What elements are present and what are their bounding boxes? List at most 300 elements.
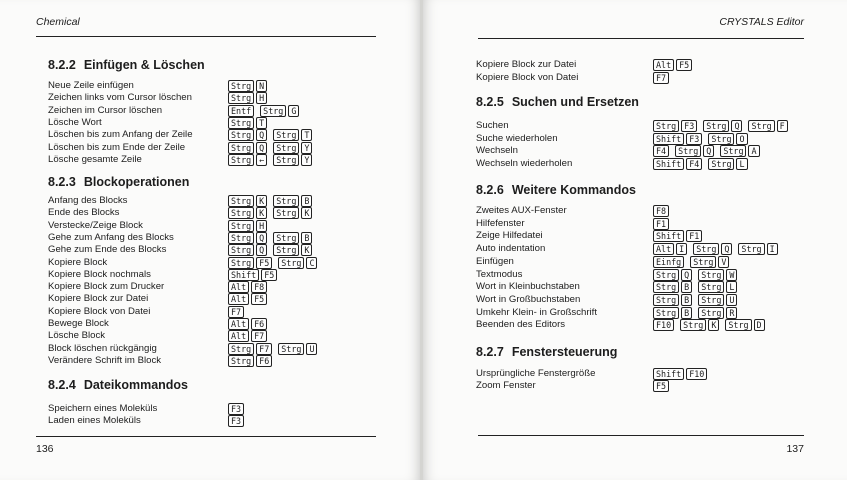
key-combo [680, 319, 719, 331]
key-combo [675, 145, 714, 157]
key-cap: F4 [686, 158, 702, 170]
key-combo [228, 207, 267, 219]
key-cap: N [256, 80, 267, 92]
key-cap: Strg [653, 307, 679, 319]
key-cap: F3 [228, 403, 244, 415]
shortcut-row [476, 133, 833, 145]
key-combination [653, 294, 737, 306]
shortcut-row [48, 232, 410, 244]
key-cap: F5 [251, 293, 267, 305]
key-cap: Strg [273, 244, 299, 256]
key-cap: Q [681, 269, 692, 281]
key-combination [653, 158, 748, 170]
shortcut-label: Kopiere Block zur Datei [476, 59, 577, 70]
shortcut-label: Löschen bis zum Anfang der Zeile [48, 129, 193, 141]
key-cap: ← [256, 154, 267, 166]
section-title: Suchen und Ersetzen [511, 95, 639, 109]
key-cap: Strg [260, 105, 286, 117]
shortcut-label: Kopiere Block [48, 256, 108, 268]
key-combo [708, 158, 747, 170]
key-combo [653, 269, 692, 281]
key-cap: H [256, 92, 267, 104]
shortcut-row [476, 281, 833, 293]
shortcut-label: Kopiere Block von Datei [476, 71, 579, 83]
key-combo [653, 368, 707, 380]
key-combo [708, 133, 747, 145]
shortcut-row [476, 256, 833, 268]
key-combo [228, 257, 272, 269]
key-combo [273, 232, 312, 244]
key-cap: Q [256, 142, 267, 154]
shortcut-label: Laden eines Moleküls [48, 415, 141, 427]
key-combo [228, 306, 244, 318]
section-title: Blockoperationen [83, 175, 190, 189]
key-combination [228, 80, 267, 92]
key-cap: T [256, 117, 267, 129]
key-cap: Strg [698, 294, 724, 306]
key-combination [653, 120, 788, 132]
key-cap: Strg [228, 117, 254, 129]
key-cap: K [256, 195, 267, 207]
shortcut-row [476, 294, 833, 306]
section-number: 8.2.4 [48, 378, 76, 392]
key-combo [273, 129, 312, 141]
key-cap: Q [721, 243, 732, 255]
key-cap: B [681, 307, 692, 319]
shortcut-label: Lösche gesamte Zeile [48, 153, 142, 165]
key-combination [653, 307, 737, 319]
key-cap: B [681, 294, 692, 306]
key-combo [228, 105, 254, 117]
key-combination [228, 154, 312, 166]
key-combo [228, 330, 267, 342]
key-combo [698, 269, 737, 281]
key-combination [228, 92, 267, 104]
key-cap: Strg [228, 195, 254, 207]
key-combination [228, 343, 317, 355]
key-combo [228, 232, 267, 244]
key-combination [228, 117, 267, 129]
key-cap: L [736, 158, 747, 170]
key-combo [653, 120, 697, 132]
shortcut-label: Hilfefenster [476, 217, 525, 229]
key-combo [738, 243, 777, 255]
shortcut-label: Ende des Blocks [48, 207, 120, 219]
key-cap: Strg [273, 232, 299, 244]
shortcut-label: Kopiere Block zum Drucker [48, 281, 165, 293]
key-combination [228, 244, 312, 256]
key-cap: Strg [228, 232, 254, 244]
shortcut-label: Gehe zum Ende des Blocks [48, 244, 167, 256]
key-cap: O [736, 133, 747, 145]
key-cap: Strg [698, 281, 724, 293]
shortcut-label: Kopiere Block zur Datei [48, 293, 149, 305]
key-cap: Alt [228, 318, 249, 330]
key-combination [653, 281, 737, 293]
key-combination [228, 281, 267, 293]
key-combo [273, 195, 312, 207]
key-combo [653, 158, 702, 170]
key-combination [228, 195, 312, 207]
key-combo [690, 256, 729, 268]
key-cap: I [767, 243, 778, 255]
key-combination [228, 105, 299, 117]
key-cap: B [301, 232, 312, 244]
shortcut-row [48, 220, 410, 232]
shortcut-row [476, 269, 833, 281]
key-cap: Strg [228, 92, 254, 104]
key-cap: Shift [653, 158, 684, 170]
key-combination [653, 72, 669, 84]
key-combo [228, 244, 267, 256]
key-combo [228, 403, 244, 415]
key-combo [228, 281, 267, 293]
section-title: Fenstersteuerung [511, 345, 618, 359]
key-cap: Strg [228, 142, 254, 154]
key-cap: Strg [653, 281, 679, 293]
shortcut-label: Wechseln wiederholen [476, 158, 573, 170]
key-cap: Q [256, 244, 267, 256]
key-cap: Strg [228, 355, 254, 367]
shortcut-row [48, 142, 410, 154]
key-combo [698, 307, 737, 319]
key-combo [228, 80, 267, 92]
key-cap: Alt [653, 59, 674, 71]
key-cap: F5 [261, 269, 277, 281]
shortcut-row [48, 129, 410, 141]
key-cap: F5 [676, 59, 692, 71]
key-combination [653, 230, 702, 242]
key-combination [653, 269, 737, 281]
key-cap: F3 [228, 415, 244, 427]
key-combination [228, 355, 272, 367]
shortcut-label: Wort in Großbuchstaben [476, 293, 581, 305]
shortcut-label: Zeichen links vom Cursor löschen [48, 92, 192, 104]
key-cap: Shift [653, 368, 684, 380]
key-cap: Strg [653, 120, 679, 132]
key-cap: K [708, 319, 719, 331]
footer-rule [36, 436, 376, 437]
key-cap: Strg [698, 307, 724, 319]
section-heading [48, 175, 189, 189]
key-cap: Strg [228, 207, 254, 219]
shortcut-row [48, 207, 410, 219]
key-cap: U [306, 343, 317, 355]
shortcut-row [48, 343, 410, 355]
key-cap: F7 [653, 72, 669, 84]
key-combination [653, 256, 729, 268]
key-cap: Q [256, 129, 267, 141]
header-rule [478, 38, 804, 39]
shortcut-label: Kopiere Block von Datei [48, 305, 151, 317]
key-cap: Strg [708, 133, 734, 145]
key-combo [228, 92, 267, 104]
key-cap: Strg [708, 158, 734, 170]
key-combination [228, 293, 267, 305]
section-heading [48, 378, 188, 392]
key-cap: Strg [228, 154, 254, 166]
key-combo [653, 294, 692, 306]
key-combination [228, 129, 312, 141]
key-cap: Strg [690, 256, 716, 268]
shortcut-row [476, 145, 833, 157]
section-title: Weitere Kommandos [511, 183, 636, 197]
key-combo [228, 195, 267, 207]
key-combo [228, 415, 244, 427]
shortcut-label: Kopiere Block nochmals [48, 268, 151, 280]
key-combo [228, 293, 267, 305]
shortcut-row [476, 230, 833, 242]
right-page [423, 0, 847, 480]
key-cap: F5 [256, 257, 272, 269]
key-cap: Alt [653, 243, 674, 255]
key-combo [653, 256, 684, 268]
key-cap: K [256, 207, 267, 219]
key-cap: F6 [251, 318, 267, 330]
shortcut-row [48, 415, 410, 427]
shortcut-row [48, 244, 410, 256]
shortcut-label: Textmodus [476, 268, 523, 280]
shortcut-row [476, 243, 833, 255]
key-cap: H [256, 220, 267, 232]
section-heading [476, 345, 617, 359]
shortcut-label: Speichern eines Moleküls [48, 403, 158, 414]
shortcut-label: Einfügen [476, 255, 514, 267]
key-combo [228, 129, 267, 141]
shortcut-row [476, 380, 833, 392]
key-combination [228, 306, 244, 318]
shortcut-row [48, 355, 410, 367]
shortcut-row [48, 154, 410, 166]
key-cap: Strg [738, 243, 764, 255]
key-cap: Strg [228, 129, 254, 141]
key-cap: Q [731, 120, 742, 132]
key-cap: F1 [686, 230, 702, 242]
key-combination [653, 380, 669, 392]
key-cap: Shift [653, 133, 684, 145]
key-cap: D [754, 319, 765, 331]
shortcut-label: Lösche Wort [48, 116, 102, 128]
section-number: 8.2.5 [476, 95, 504, 109]
key-cap: Strg [680, 319, 706, 331]
key-combo [653, 307, 692, 319]
running-head: CRYSTALS Editor [719, 16, 804, 28]
key-combo [273, 244, 312, 256]
key-combination [228, 142, 312, 154]
key-cap: Strg [273, 142, 299, 154]
key-cap: Alt [228, 281, 249, 293]
key-cap: Q [256, 232, 267, 244]
shortcut-label: Wechseln [476, 145, 518, 157]
key-cap: Strg [675, 145, 701, 157]
shortcut-row [48, 105, 410, 117]
key-combination [653, 319, 765, 331]
shortcut-row [48, 330, 410, 342]
key-cap: Alt [228, 293, 249, 305]
shortcut-row [476, 319, 833, 331]
key-combination [653, 133, 748, 145]
key-cap: Y [301, 142, 312, 154]
shortcut-label: Bewege Block [48, 318, 109, 329]
key-cap: F [777, 120, 788, 132]
key-cap: I [676, 243, 687, 255]
key-combo [278, 257, 317, 269]
shortcut-label: Umkehr Klein- in Großschrift [476, 306, 598, 318]
key-cap: T [301, 129, 312, 141]
key-cap: F7 [228, 306, 244, 318]
key-cap: F4 [653, 145, 669, 157]
key-combo [653, 380, 669, 392]
shortcut-row [476, 368, 833, 380]
key-combo [720, 145, 759, 157]
shortcut-label: Löschen bis zum Ende der Zeile [48, 141, 186, 153]
key-combo [703, 120, 742, 132]
key-combo [273, 207, 312, 219]
key-cap: Einfg [653, 256, 684, 268]
section-title: Einfügen & Löschen [83, 58, 205, 72]
running-head: Chemical [36, 16, 80, 28]
key-cap: A [748, 145, 759, 157]
shortcut-label: Lösche Block [48, 330, 106, 342]
key-cap: B [681, 281, 692, 293]
key-combination [228, 207, 312, 219]
key-cap: R [726, 307, 737, 319]
key-combo [698, 281, 737, 293]
section-heading [476, 95, 639, 109]
key-cap: Strg [725, 319, 751, 331]
key-combo [653, 59, 692, 71]
section-number: 8.2.3 [48, 175, 76, 189]
shortcut-row [476, 158, 833, 170]
key-combination [653, 205, 669, 217]
key-cap: F5 [653, 380, 669, 392]
key-cap: U [726, 294, 737, 306]
key-combo [725, 319, 764, 331]
shortcut-label: Suchen [476, 120, 509, 131]
shortcut-label: Block löschen rückgängig [48, 342, 157, 354]
shortcut-row [48, 269, 410, 281]
key-cap: K [301, 207, 312, 219]
left-page [0, 0, 420, 480]
key-combination [653, 145, 760, 157]
key-cap: F10 [653, 319, 674, 331]
key-cap: Strg [720, 145, 746, 157]
key-combo [748, 120, 787, 132]
shortcut-label: Verändere Schrift im Block [48, 354, 162, 366]
shortcut-label: Wort in Kleinbuchstaben [476, 281, 580, 293]
header-rule [36, 36, 376, 37]
key-combo [273, 154, 312, 166]
key-cap: G [288, 105, 299, 117]
shortcut-label: Zeige Hilfedatei [476, 230, 543, 242]
shortcut-label: Neue Zeile einfügen [48, 80, 134, 91]
shortcut-row [48, 293, 410, 305]
key-cap: K [301, 244, 312, 256]
shortcut-row [48, 306, 410, 318]
key-cap: Strg [748, 120, 774, 132]
shortcut-label: Zeichen im Cursor löschen [48, 104, 163, 116]
key-combo [653, 218, 669, 230]
key-combo [228, 142, 267, 154]
key-combo [653, 230, 702, 242]
section-number: 8.2.2 [48, 58, 76, 72]
key-cap: L [726, 281, 737, 293]
key-cap: Shift [228, 269, 259, 281]
shortcut-label: Beenden des Editors [476, 319, 566, 331]
shortcut-row [476, 218, 833, 230]
key-cap: Y [301, 154, 312, 166]
key-cap: F8 [251, 281, 267, 293]
key-cap: F8 [653, 205, 669, 217]
key-combination [228, 415, 244, 427]
key-combination [228, 257, 317, 269]
key-cap: Strg [228, 80, 254, 92]
key-combo [653, 145, 669, 157]
key-combination [653, 218, 669, 230]
shortcut-label: Anfang des Blocks [48, 195, 128, 206]
key-combo [228, 318, 267, 330]
key-cap: B [301, 195, 312, 207]
shortcut-row [48, 318, 410, 330]
shortcut-row [476, 59, 833, 71]
shortcut-row [48, 281, 410, 293]
key-cap: F7 [256, 343, 272, 355]
section-number: 8.2.6 [476, 183, 504, 197]
key-combination [228, 269, 277, 281]
key-combination [228, 330, 267, 342]
key-cap: V [718, 256, 729, 268]
page-number: 136 [36, 443, 54, 455]
key-combo [698, 294, 737, 306]
section-heading [476, 183, 636, 197]
section-number: 8.2.7 [476, 345, 504, 359]
shortcut-row [48, 195, 410, 207]
key-cap: Strg [273, 129, 299, 141]
key-combination [228, 220, 267, 232]
key-cap: F1 [653, 218, 669, 230]
key-combination [653, 243, 778, 255]
shortcut-label: Zoom Fenster [476, 380, 536, 392]
key-combo [228, 269, 277, 281]
key-cap: C [306, 257, 317, 269]
key-cap: F7 [251, 330, 267, 342]
key-combination [228, 318, 267, 330]
key-cap: Strg [273, 207, 299, 219]
footer-rule [478, 435, 804, 436]
key-cap: Strg [653, 294, 679, 306]
key-cap: Strg [278, 343, 304, 355]
key-cap: Strg [278, 257, 304, 269]
key-combo [228, 355, 272, 367]
key-combination [653, 368, 707, 380]
shortcut-label: Gehe zum Anfang des Blocks [48, 231, 174, 243]
page-number: 137 [786, 443, 804, 455]
key-combo [228, 154, 267, 166]
key-cap: Strg [228, 257, 254, 269]
key-combination [228, 232, 312, 244]
key-cap: Strg [273, 154, 299, 166]
shortcut-row [48, 403, 410, 415]
key-combo [228, 220, 267, 232]
key-cap: Strg [228, 244, 254, 256]
key-combo [228, 343, 272, 355]
key-cap: Shift [653, 230, 684, 242]
key-combo [653, 133, 702, 145]
key-combo [653, 72, 669, 84]
key-combo [260, 105, 299, 117]
key-cap: Strg [693, 243, 719, 255]
key-combo [228, 117, 267, 129]
